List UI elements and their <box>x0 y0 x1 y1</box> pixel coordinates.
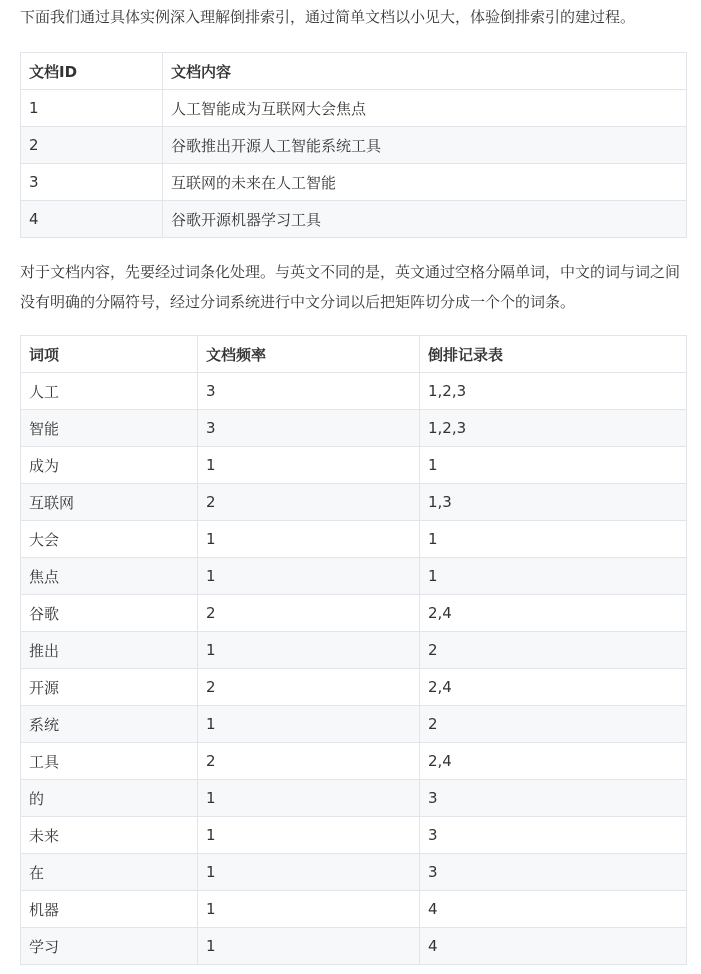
term-cell: 推出 <box>21 632 198 669</box>
term-cell: 的 <box>21 780 198 817</box>
table-row <box>21 164 687 201</box>
postings-list-cell: 1 <box>420 447 687 484</box>
term-cell: 机器 <box>21 891 198 928</box>
term-cell: 大会 <box>21 521 198 558</box>
postings-list-cell: 1 <box>420 521 687 558</box>
documents-table <box>20 52 687 238</box>
term-cell: 焦点 <box>21 558 198 595</box>
doc-frequency-cell: 1 <box>198 447 420 484</box>
doc-frequency-cell: 1 <box>198 706 420 743</box>
table-header-row <box>21 336 687 373</box>
postings-list-cell: 4 <box>420 891 687 928</box>
doc-frequency-cell: 1 <box>198 817 420 854</box>
doc-frequency-cell: 1 <box>198 558 420 595</box>
table-row <box>21 780 687 817</box>
table-row <box>21 854 687 891</box>
doc-id-cell: 4 <box>21 201 163 238</box>
doc-frequency-cell: 1 <box>198 780 420 817</box>
term-cell: 智能 <box>21 410 198 447</box>
column-header-doc-id: 文档ID <box>21 53 163 90</box>
postings-list-cell: 3 <box>420 854 687 891</box>
table-row <box>21 410 687 447</box>
column-header-postings-list: 倒排记录表 <box>420 336 687 373</box>
column-header-term: 词项 <box>21 336 198 373</box>
doc-id-cell: 1 <box>21 90 163 127</box>
table-row <box>21 447 687 484</box>
table-row <box>21 817 687 854</box>
doc-frequency-cell: 2 <box>198 484 420 521</box>
postings-list-cell: 3 <box>420 817 687 854</box>
postings-list-cell: 2 <box>420 632 687 669</box>
doc-frequency-cell: 1 <box>198 928 420 965</box>
table-row <box>21 891 687 928</box>
term-cell: 系统 <box>21 706 198 743</box>
postings-list-cell: 1,3 <box>420 484 687 521</box>
table-row <box>21 632 687 669</box>
doc-frequency-cell: 2 <box>198 595 420 632</box>
doc-id-cell: 3 <box>21 164 163 201</box>
doc-content-cell: 互联网的未来在人工智能 <box>163 164 687 201</box>
postings-list-cell: 3 <box>420 780 687 817</box>
table-row <box>21 201 687 238</box>
table-row <box>21 373 687 410</box>
table-row <box>21 521 687 558</box>
doc-frequency-cell: 2 <box>198 743 420 780</box>
doc-content-cell: 人工智能成为互联网大会焦点 <box>163 90 687 127</box>
postings-list-cell: 1,2,3 <box>420 373 687 410</box>
doc-frequency-cell: 3 <box>198 410 420 447</box>
term-cell: 工具 <box>21 743 198 780</box>
doc-frequency-cell: 1 <box>198 521 420 558</box>
doc-id-cell: 2 <box>21 127 163 164</box>
doc-content-cell: 谷歌推出开源人工智能系统工具 <box>163 127 687 164</box>
postings-list-cell: 1,2,3 <box>420 410 687 447</box>
table-row <box>21 558 687 595</box>
term-cell: 未来 <box>21 817 198 854</box>
table-row <box>21 484 687 521</box>
postings-list-cell: 2,4 <box>420 743 687 780</box>
term-cell: 开源 <box>21 669 198 706</box>
tokenization-paragraph: 对于文档内容，先要经过词条化处理。与英文不同的是，英文通过空格分隔单词，中文的词与词之间没有明确的分隔符号，经过分词系统进行中文分词以后把矩阵切分成一个个的词条。 <box>20 263 681 311</box>
column-header-doc-content: 文档内容 <box>163 53 687 90</box>
term-cell: 互联网 <box>21 484 198 521</box>
postings-list-cell: 4 <box>420 928 687 965</box>
table-row <box>21 90 687 127</box>
term-cell: 人工 <box>21 373 198 410</box>
doc-frequency-cell: 2 <box>198 669 420 706</box>
inverted-index-table <box>20 335 687 965</box>
doc-content-cell: 谷歌开源机器学习工具 <box>163 201 687 238</box>
doc-frequency-cell: 1 <box>198 891 420 928</box>
doc-frequency-cell: 1 <box>198 854 420 891</box>
table-row <box>21 706 687 743</box>
term-cell: 学习 <box>21 928 198 965</box>
table-row <box>21 743 687 780</box>
intro-paragraph: 下面我们通过具体实例深入理解倒排索引，通过简单文档以小见大，体验倒排索引的建过程。 <box>20 8 636 26</box>
postings-list-cell: 2 <box>420 706 687 743</box>
table-row <box>21 669 687 706</box>
table-header-row <box>21 53 687 90</box>
table-row <box>21 595 687 632</box>
doc-frequency-cell: 3 <box>198 373 420 410</box>
table-row <box>21 928 687 965</box>
doc-frequency-cell: 1 <box>198 632 420 669</box>
table-row <box>21 127 687 164</box>
postings-list-cell: 2,4 <box>420 595 687 632</box>
column-header-doc-frequency: 文档频率 <box>198 336 420 373</box>
term-cell: 在 <box>21 854 198 891</box>
postings-list-cell: 2,4 <box>420 669 687 706</box>
term-cell: 谷歌 <box>21 595 198 632</box>
postings-list-cell: 1 <box>420 558 687 595</box>
term-cell: 成为 <box>21 447 198 484</box>
